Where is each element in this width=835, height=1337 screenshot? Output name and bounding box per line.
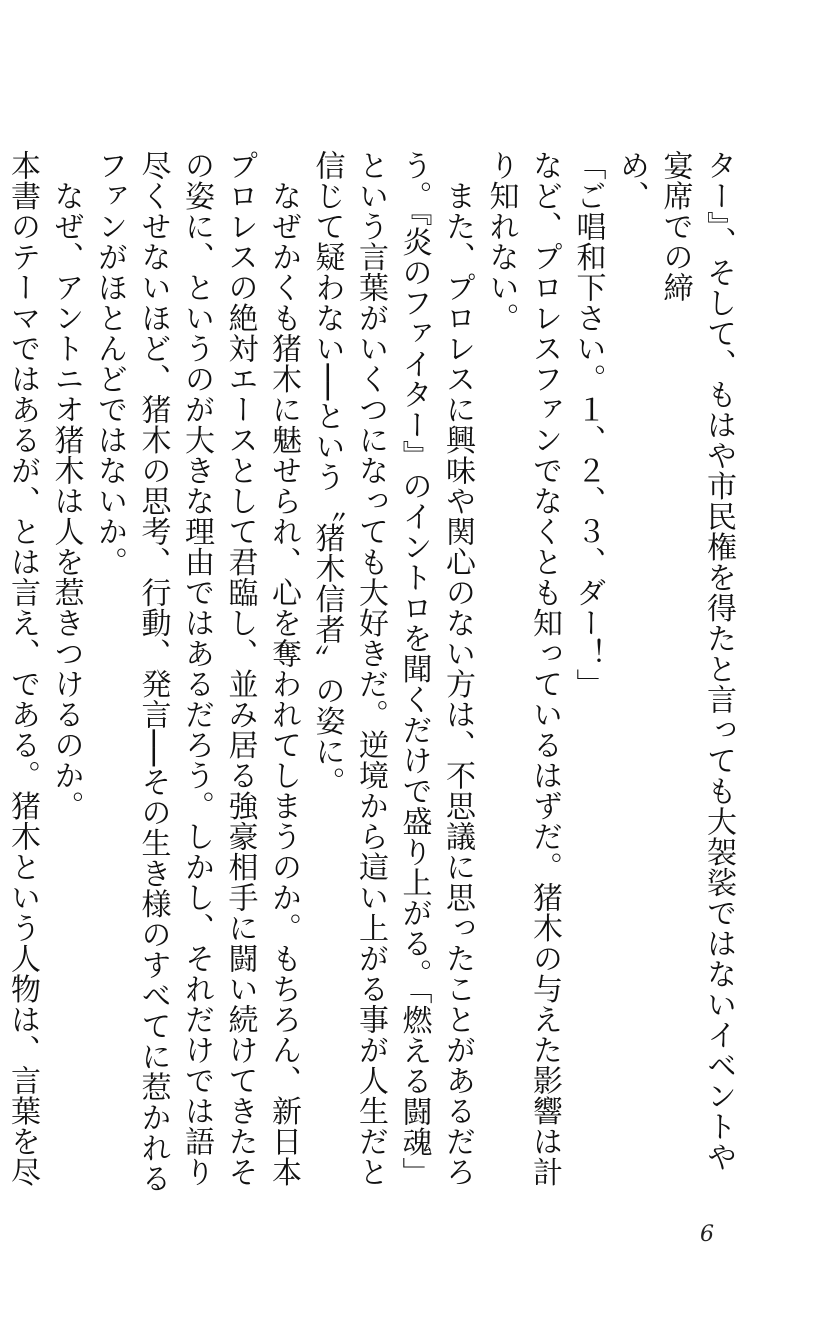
paragraph-3: など、プロレスファンでなくとも知っているはずだ。猪木の与えた影響は計り知れない。 (483, 150, 562, 1187)
paragraph-5: なぜかくも猪木に魅せられ、心を奪われてしまうのか。もちろん、新日本プロレスの絶対エースとして君臨し、並み居る強豪相手に闘い続けてきたその姿に、というのが大きな理由ではあるだろう。しかし、それだけでは語り尽くせないほど、猪木の思考、行動、発言──その生き様のすべてに惹かれるファンがほとんどではないか。 (92, 150, 301, 1194)
paragraph-1: め、 (614, 150, 649, 211)
paragraph-line-prefix: ター』、そして、もはや市民権を得たと言っても大袈裟ではないイベントや宴席での締 (657, 150, 736, 1172)
paragraph-6: なぜ、アントニオ猪木は人を惹きつけるのか。 (48, 150, 84, 821)
page-number: 6 (700, 1222, 714, 1247)
paragraph-2: 「ご唱和下さい。１、２、３、ダー！」 (570, 150, 606, 699)
vertical-text-body (5, 150, 740, 1200)
paragraph-7: 本書のテーマではあるが、とは言え、である。猪木という人物は、言葉を尽 (5, 150, 40, 1187)
paragraph-4: また、プロレスに興味や関心のない方は、不思議に思ったことがあるだろう。『炎のファイター』のイントロを聞くだけで盛り上がる。「燃える闘魂」という言葉がいくつになっても大好きだ。逆境から這い上がる事が人生だと信じて疑わない──という〝猪木信者〟の姿に。 (309, 150, 475, 1188)
